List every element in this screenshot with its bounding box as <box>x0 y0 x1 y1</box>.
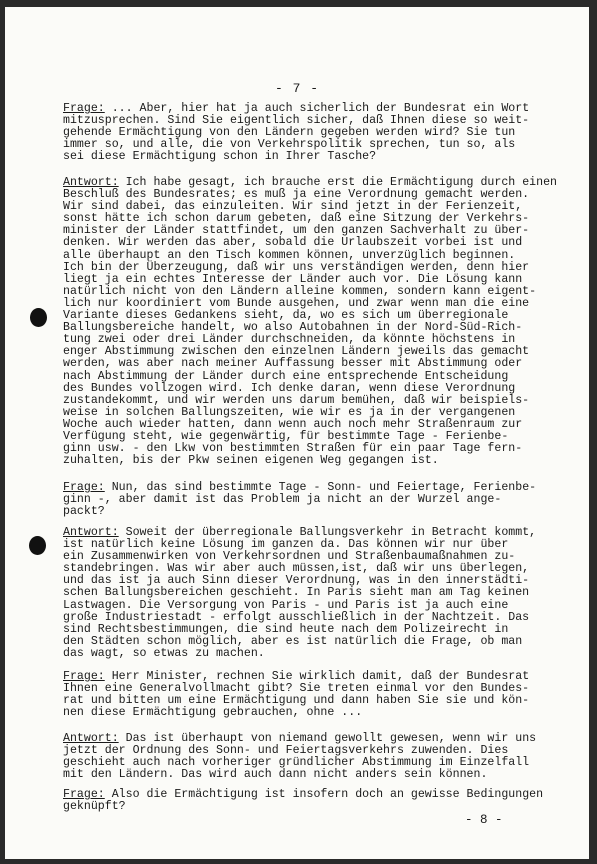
text-segment: den Städten schon möglich, aber es ist natürlich die Frage, ob man <box>63 634 523 648</box>
text-segment: denken. Wir werden das aber, sobald die Urlaubszeit vorbei ist und <box>63 236 523 250</box>
text-segment: zuhalten, bis der Pkw seinen eigenen Weg gegangen ist. <box>63 454 439 468</box>
text-segment: jetzt der Ordnung des Sonn- und Feiertagsverkehrs zuwenden. Dies <box>63 744 509 758</box>
text-segment: Soweit der überregionale Ballungsverkehr in Betracht kommt, <box>118 526 537 539</box>
text-line <box>63 494 563 506</box>
text-segment: und das ist ja auch Sinn dieser Verordnung, was in den innerstädti- <box>63 574 530 588</box>
text-segment: liegt ja ein echtes Interesse der Länder auch vor. Die Lösung kann <box>63 272 523 286</box>
text-segment: immer so, und alle, die von Verkehrspolitik sprechen, tun so, als <box>63 138 516 152</box>
text-line <box>63 769 563 781</box>
paragraph <box>63 103 563 163</box>
text-segment: mitzusprechen. Sind Sie eigentlich sicher, daß Ihnen diese so weit- <box>63 114 530 128</box>
text-segment: Ich habe gesagt, ich brauche erst die Ermächtigung durch einen <box>118 176 557 189</box>
next-page-marker: - 8 - <box>465 813 503 827</box>
text-segment: mit den Ländern. Das wird auch dann nicht anders sein können. <box>63 768 488 782</box>
speaker-label: Antwort: <box>63 732 119 745</box>
text-segment: Ich bin der Überzeugung, daß wir uns verständigen werden, denn hier <box>63 260 530 274</box>
text-segment: Nun, das sind bestimmte Tage - Sonn- und Feiertage, Ferienbe- <box>104 481 537 494</box>
speaker-label: Frage: <box>63 481 105 494</box>
text-segment: standebringen. Was wir aber auch müssen,ist, daß wir uns überlegen, <box>63 562 530 576</box>
text-segment: ein Zusammenwirken von Verkehrsordnen und Straßenbaumaßnahmen zu- <box>63 550 516 564</box>
text-segment: ... Aber, hier hat ja auch sicherlich der Bundesrat ein Wort <box>104 102 530 115</box>
text-line <box>63 789 563 801</box>
text-segment: nach Abstimmung der Länder durch eine entsprechende Entscheidung <box>63 369 509 383</box>
text-segment: ginn -, aber damit ist das Problem ja nicht an der Wurzel ange- <box>63 493 502 507</box>
speaker-label: Antwort: <box>63 176 119 189</box>
text-segment: rat und bitten um eine Ermächtigung und dann haben Sie sie und kön- <box>63 694 530 708</box>
text-segment: nen diese Ermächtigung gebrauchen, ohne ... <box>63 706 363 720</box>
text-segment: Variante dieses Gedankens sieht, da, wo es sich um überregionale <box>63 309 509 323</box>
page-number: - 7 - <box>274 81 319 96</box>
text-segment: Wir sind dabei, das einzuleiten. Wir sind jetzt in der Ferienzeit, <box>63 200 523 214</box>
text-segment: Also die Ermächtigung ist insofern doch an gewisse Bedingungen <box>104 788 544 801</box>
text-segment: ist natürlich keine Lösung im ganzen da. Das können wir nur über <box>63 538 509 552</box>
text-segment: des Bundes vollzogen wird. Ich denke daran, wenn diese Verordnung <box>63 381 516 395</box>
text-segment: gehende Ermächtigung von den Ländern gegeben werden wird? Sie tun <box>63 126 516 140</box>
text-line <box>63 506 563 518</box>
text-segment: minister der Länder stattfindet, um den ganzen Sachverhalt zu über- <box>63 224 530 238</box>
text-segment: enger Abstimmung zwischen den einzelnen Ländern jeweils das gemacht <box>63 345 530 359</box>
text-segment: sonst hätte ich schon darum gebeten, daß eine Sitzung der Verkehrs- <box>63 212 530 226</box>
paragraph <box>63 482 563 518</box>
punch-hole-top <box>30 308 47 327</box>
text-segment: Ballungsbereiche handelt, wo also Autobahnen in der Nord-Süd-Rich- <box>63 321 523 335</box>
speaker-label: Frage: <box>63 102 105 115</box>
document-page <box>5 7 589 859</box>
text-segment: Verfügung steht, wie gegenwärtig, für bestimmte Tage - Ferienbe- <box>63 429 509 443</box>
punch-hole-bottom <box>29 536 46 555</box>
text-line <box>63 707 563 719</box>
text-segment: werden, was aber nach meiner Auffassung besser mit Abstimmung oder <box>63 357 523 371</box>
text-segment: Woche auch wieder hatten, dann wenn auch noch mehr Straßenraum zur <box>63 417 523 431</box>
text-line <box>63 151 563 163</box>
paragraph <box>63 527 563 660</box>
text-line <box>63 801 563 813</box>
text-segment: zustandekommt, und wir werden uns darum bemühen, daß wir beispiels- <box>63 393 530 407</box>
paragraph <box>63 789 563 813</box>
text-segment: packt? <box>63 505 105 519</box>
text-segment: lich nur koordiniert vom Bunde ausgehen, und zwar wenn man die eine <box>63 296 530 310</box>
text-segment: alle überhaupt an den Tisch kommen können, unverzüglich beginnen. <box>63 248 516 262</box>
paragraph <box>63 177 563 467</box>
text-segment: schen Ballungsbereichen geschieht. In Paris sieht man am Tag keinen <box>63 586 530 600</box>
text-segment: ginn usw. - den Lkw von bestimmten Straßen für ein paar Tage fern- <box>63 442 523 456</box>
speaker-label: Antwort: <box>63 526 119 539</box>
text-segment: Das ist überhaupt von niemand gewollt gewesen, wenn wir uns <box>118 732 537 745</box>
paragraph <box>63 671 563 719</box>
text-segment: das wagt, so etwas zu machen. <box>63 646 265 660</box>
text-segment: weise in solchen Ballungszeiten, wie wir es ja in der vergangenen <box>63 405 516 419</box>
paragraph <box>63 733 563 781</box>
text-segment: sei diese Ermächtigung schon in Ihrer Tasche? <box>63 150 377 164</box>
text-line <box>63 648 563 660</box>
text-segment: Ihnen eine Generalvollmacht gibt? Sie treten einmal vor den Bundes- <box>63 682 530 696</box>
text-segment: Herr Minister, rechnen Sie wirklich damit, daß der Bundesrat <box>104 670 530 683</box>
text-line <box>63 455 563 467</box>
speaker-label: Frage: <box>63 670 105 683</box>
text-segment: tung zwei oder drei Länder durchschneiden, da könnte höchstens in <box>63 333 516 347</box>
text-segment: sind Rechtsbestimmungen, die sind heute nach dem Polizeirecht in <box>63 622 509 636</box>
text-segment: große Industriestadt - erfolgt ausschließlich in der Nachtzeit. Das <box>63 610 530 624</box>
text-segment: Beschluß des Bundesrates; es muß ja eine Verordnung gemacht werden. <box>63 188 530 202</box>
speaker-label: Frage: <box>63 788 105 801</box>
text-segment: geknüpft? <box>63 800 126 814</box>
text-segment: geschieht auch nach vorheriger gründlicher Abstimmung im Einzelfall <box>63 756 530 770</box>
text-segment: Lastwagen. Die Versorgung von Paris - und Paris ist ja auch eine <box>63 598 509 612</box>
text-segment: natürlich nicht von den Ländern alleine kommen, sondern kann eigent- <box>63 284 537 298</box>
